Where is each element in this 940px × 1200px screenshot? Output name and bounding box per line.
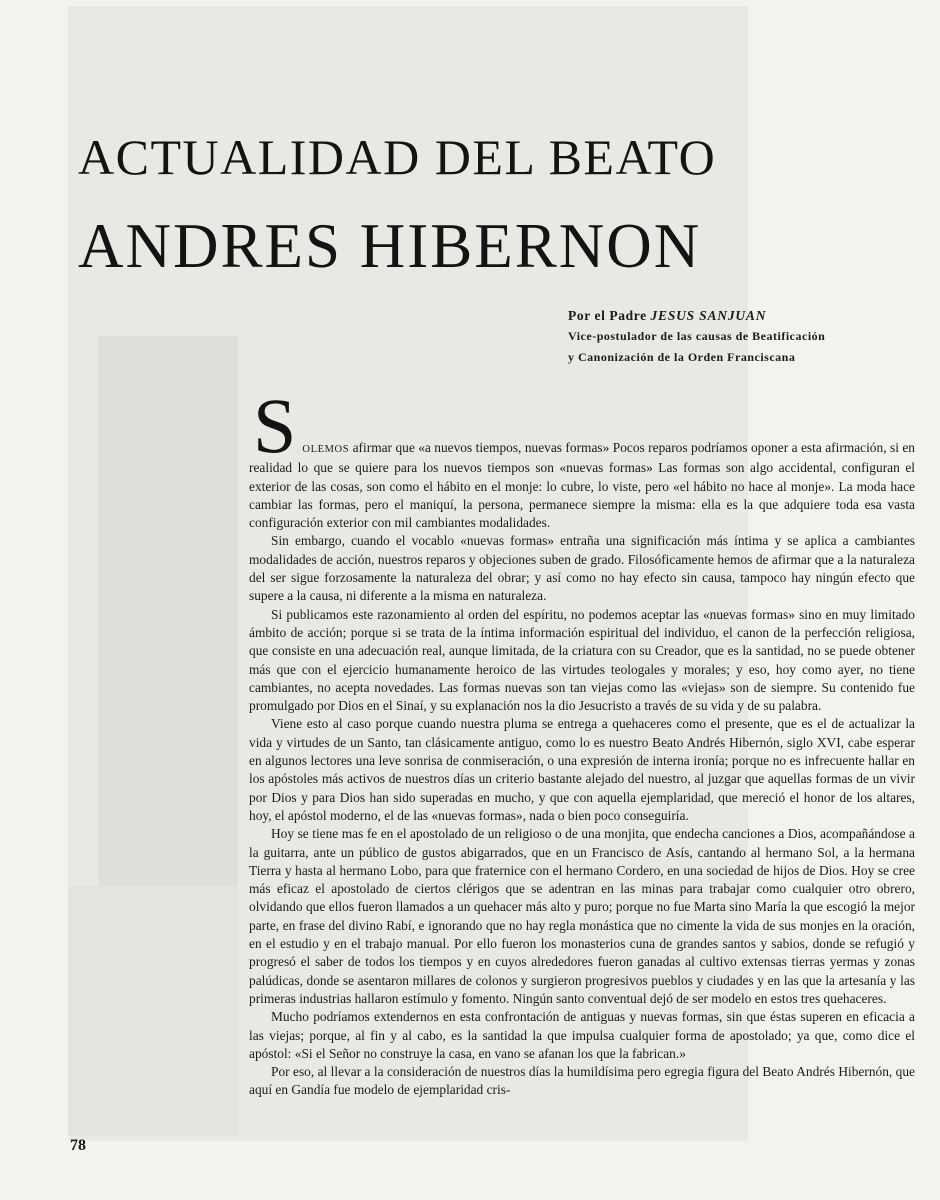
page-number: 78 — [70, 1137, 86, 1154]
article-paragraph-7: Por eso, al llevar a la consideración de nuestros días la humildísima pero egregia figura del Beato Andrés Hibernón, que aquí en Gandía fue modelo de ejemplaridad cris- — [249, 1064, 915, 1098]
article-paragraph-1 — [249, 382, 915, 532]
article-paragraph-6: Mucho podríamos extendernos en esta confrontación de antiguas y nuevas formas, sin que éstas superen en eficacia a las viejas; porque, al fin y al cabo, es la santidad la que impulsa cualquier forma de apostolado; ya que, como dice el apóstol: «Si el Señor no construye la casa, en vano se afanan los que la fabrican.» — [249, 1009, 915, 1061]
article-body — [249, 382, 915, 1100]
faded-photo-wall — [98, 336, 238, 896]
drop-cap: S — [253, 382, 297, 469]
first-word-smallcaps: OLEMOS — [302, 444, 350, 455]
byline-lead: Por el Padre — [568, 308, 647, 323]
article-paragraph-3: Si publicamos este razonamiento al orden del espíritu, no podemos aceptar las «nuevas formas» sino en muy limitado ámbito de acción; porque si se trata de la íntima información espiritual del individuo, el canon de la perfección religiosa, que consiste en una adecuación real, aunque limitada, de la criatura con su Creador, que es la santidad, no se puede obtener más que con el ejercicio humanamente heroico de las virtudes teologales y morales; y eso, hoy como ayer, no tiene cambiantes, no acepta novedades. Las formas nuevas son tan viejas como las «viejas» son de siempre. Su contenido fue promulgado por Dios en el Sinaí, y su explanación nos la dio Jesucristo a través de su vida y de su palabra. — [249, 606, 915, 714]
byline-role-line-2: y Canonización de la Orden Franciscana — [568, 350, 796, 364]
article-title-line-1: ACTUALIDAD DEL BEATO — [78, 129, 717, 185]
byline — [568, 305, 908, 368]
article-title-line-2: ANDRES HIBERNON — [78, 211, 702, 281]
article-paragraph-4: Viene esto al caso porque cuando nuestra pluma se entrega a quehaceres como el presente, que es el de actualizar la vida y virtudes de un Santo, tan clásicamente antiguo, como lo es nuestro Beato Andrés Hibernón, siglo XVI, cabe esperar en algunos lectores una leve sonrisa de conmiseración, o una expresión de interna ironía; porque no es infrecuente hallar en los apóstoles más activos de nuestros días un criterio bastante alejado del nuestro, al juzgar que aquellas formas de un vivir por Dios y para Dios han sido superadas en mucho, y que con aquella ejemplaridad, que mereció el honor de los altares, hoy, el apóstol moderno, el de las «nuevas formas», nada o bien poco conseguiría. — [249, 716, 915, 823]
byline-author: JESUS SANJUAN — [650, 308, 767, 323]
faded-photo-ground — [68, 886, 238, 1136]
byline-author-line — [568, 305, 908, 326]
paragraph-1-text: afirmar que «a nuevos tiempos, nuevas formas» Pocos reparos podríamos oponer a esta afirmación, si en realidad lo que se quiere para los nuevos tiempos son «nuevas formas» Las formas son algo accidental, configuran el exterior de las cosas, son como el hábito en el monje: lo cubre, lo viste, pero «el hábito no hace al monje». La moda hace cambiar las formas, pero el maniquí, la persona, permanece siempre la misma: ella es la que adquiere toda esa vasta configuración exterior con mil cambiantes modalidades. — [249, 440, 915, 531]
article-paragraph-5: Hoy se tiene mas fe en el apostolado de un religioso o de una monjita, que endecha canciones a Dios, acompañándose a la guitarra, ante un público de gustos abigarrados, que en un Francisco de Asís, cantando al hermano Sol, a la hermana Tierra y hasta al hermano Lobo, para que fraternice con el hermano Cordero, en una sociedad de hijos de Dios. Hoy se cree más eficaz el apostolado de ciertos clérigos que se adentran en las minas para trabajar como cualquier otro obrero, olvidando que ellos fueron llamados a un quehacer más alto y puro; porque no fue Marta sino María la que escogió la mejor parte, en frase del divino Rabí, e ignorando que no hay regla monástica que no cimente la vida de sus monjes en la oración, en el estudio y en el trabajo manual. Por ello fueron los monasterios cuna de grandes santos y sabios, donde se refugió y progresó el saber de todos los tiempos y en cuyos alrededores fueron ganadas al cultivo extensas tierras yermas y zonas palúdicas, donde se asentaron millares de colonos y surgieron progresivos pueblos y ciudades y en las que la artesanía y las primeras industrias hallaron estímulo y fomento. Ningún santo conventual dejó de ser modelo en estos tres quehaceres. — [249, 826, 915, 1006]
article-paragraph-2: Sin embargo, cuando el vocablo «nuevas formas» entraña una significación más íntima y se aplica a cambiantes modalidades de acción, nuestros reparos y objeciones suben de grado. Filosóficamente hemos de afirmar que a la naturaleza del ser sigue forzosamente la naturaleza del obrar; y así como no hay efecto sin causa, tampoco hay ningún efecto que supere a la causa, ni diferente a la misma en naturaleza. — [249, 533, 915, 604]
byline-role-line-1: Vice-postulador de las causas de Beatificación — [568, 329, 826, 343]
